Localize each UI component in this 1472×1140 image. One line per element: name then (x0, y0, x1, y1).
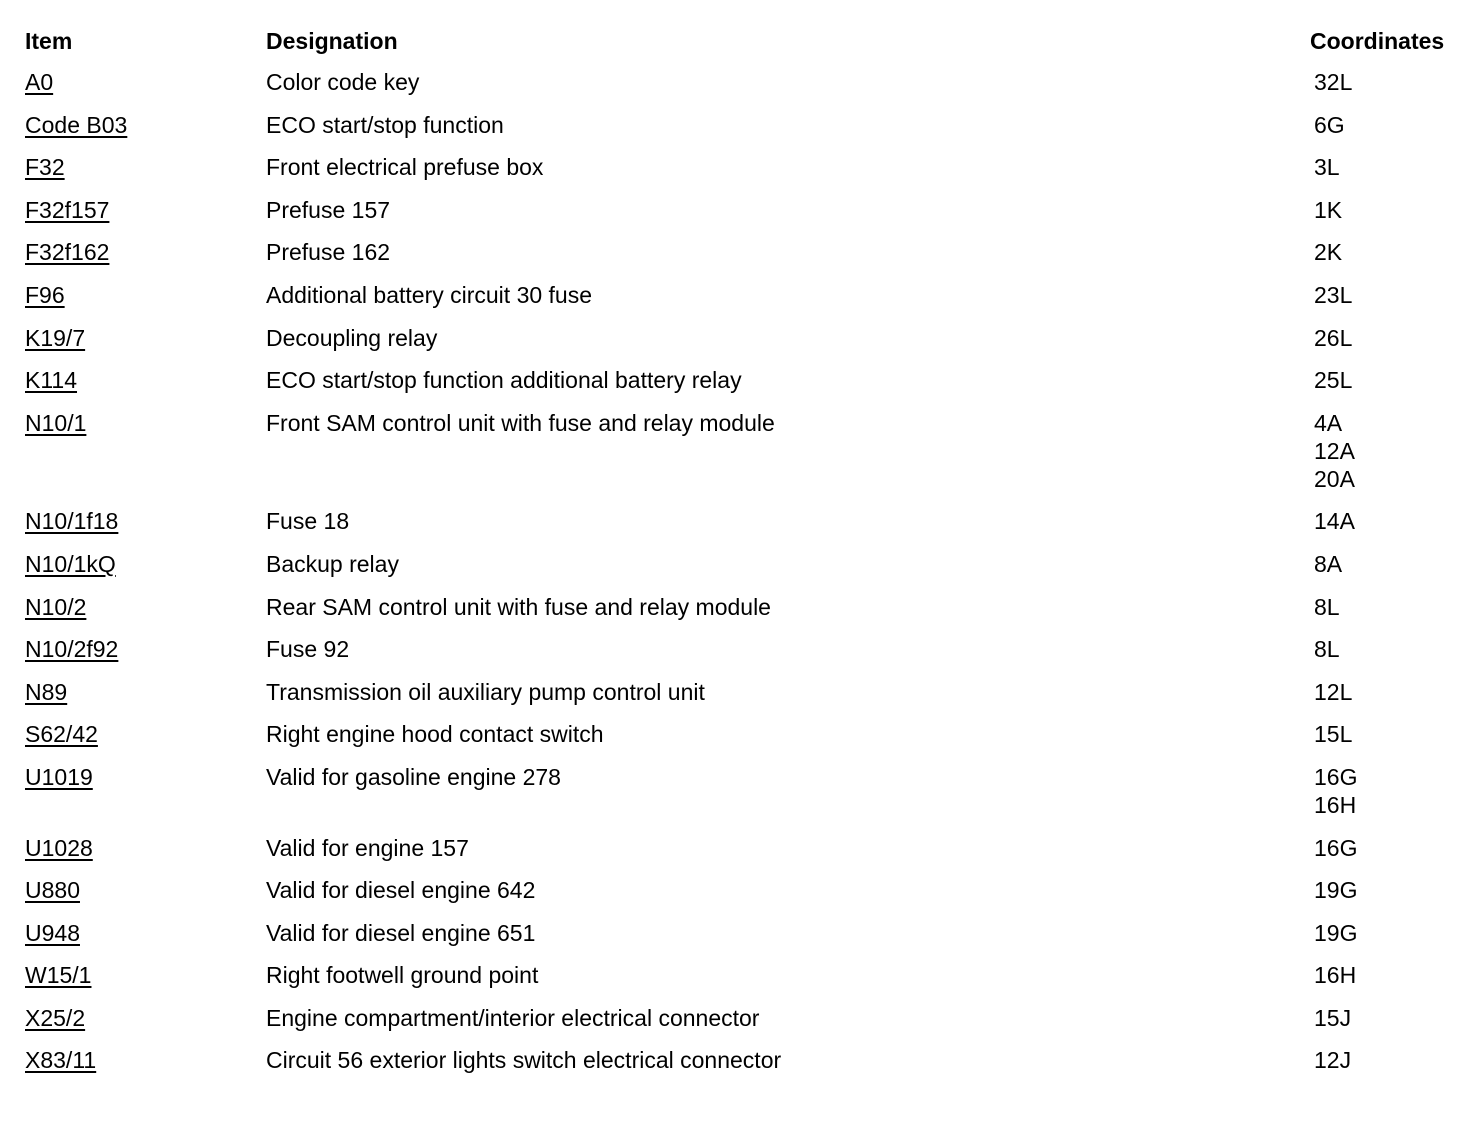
designation-text: Front electrical prefuse box (266, 154, 544, 181)
coordinates-cell (1314, 196, 1465, 224)
coordinate-value: 8A (1314, 550, 1343, 577)
coordinates-cell (1314, 1046, 1465, 1074)
item-link[interactable]: N89 (25, 678, 68, 705)
item-link[interactable]: N10/2 (25, 593, 87, 620)
designation-text: Rear SAM control unit with fuse and relay module (266, 593, 771, 620)
item-link[interactable]: Code B03 (25, 111, 128, 138)
coordinate-value: 12J (1314, 1047, 1352, 1074)
designation-text: Color code key (266, 69, 420, 95)
table-row (25, 238, 1465, 266)
coordinate-value: 16H (1314, 962, 1357, 989)
coordinates-cell (1314, 678, 1465, 706)
coordinate-value: 15L (1314, 721, 1353, 748)
table-row (25, 635, 1465, 663)
table-row (25, 1004, 1465, 1032)
coordinates-cell (1314, 876, 1465, 904)
component-legend-table (25, 26, 1465, 1089)
table-row (25, 834, 1465, 862)
coordinates-cell (1314, 153, 1465, 181)
table-row (25, 409, 1465, 493)
header-item: Item (25, 28, 73, 54)
item-link[interactable]: N10/1 (25, 409, 87, 436)
table-row (25, 111, 1465, 139)
item-link[interactable]: K19/7 (25, 324, 86, 351)
coordinate-value: 20A (1314, 465, 1355, 492)
designation-text: Valid for gasoline engine 278 (266, 763, 561, 790)
item-link[interactable]: F32 (25, 154, 65, 181)
coordinates-cell (1314, 366, 1465, 394)
designation-text: Fuse 18 (266, 508, 350, 535)
table-row (25, 366, 1465, 394)
coordinate-value: 12A (1314, 437, 1355, 464)
header-designation: Designation (266, 28, 398, 54)
coordinate-value: 25L (1314, 367, 1353, 394)
table-row (25, 876, 1465, 904)
item-link[interactable]: U880 (25, 877, 80, 904)
item-link[interactable]: U1028 (25, 834, 93, 861)
coordinate-value: 6G (1314, 111, 1345, 138)
table-row (25, 507, 1465, 535)
coordinate-value: 15J (1314, 1004, 1352, 1031)
coordinate-value: 16G (1314, 763, 1358, 790)
coordinates-cell (1314, 409, 1465, 493)
coordinates-cell (1314, 763, 1465, 819)
coordinates-cell (1314, 635, 1465, 663)
coordinates-cell (1314, 720, 1465, 748)
table-row (25, 763, 1465, 819)
coordinate-value: 1K (1314, 196, 1343, 223)
coordinates-cell (1314, 111, 1465, 139)
coordinate-value: 2K (1314, 239, 1343, 266)
designation-text: Transmission oil auxiliary pump control unit (266, 678, 705, 705)
coordinates-cell (1314, 919, 1465, 947)
table-row (25, 678, 1465, 706)
designation-text: Right engine hood contact switch (266, 721, 604, 748)
table-row (25, 68, 1465, 96)
coordinate-value: 3L (1314, 154, 1340, 181)
table-row (25, 961, 1465, 989)
designation-text: Front SAM control unit with fuse and relay module (266, 409, 775, 436)
item-link[interactable]: F96 (25, 281, 65, 308)
item-link[interactable]: X25/2 (25, 1004, 86, 1031)
item-link[interactable]: F32f157 (25, 196, 110, 223)
designation-text: Engine compartment/interior electrical connector (266, 1004, 760, 1031)
designation-text: Prefuse 157 (266, 196, 391, 223)
coordinate-value: 23L (1314, 281, 1353, 308)
coordinate-value: 4A (1314, 409, 1343, 436)
table-row (25, 593, 1465, 621)
designation-text: Circuit 56 exterior lights switch electrical connector (266, 1047, 782, 1074)
coordinates-cell (1314, 550, 1465, 578)
coordinate-value: 8L (1314, 636, 1340, 663)
coordinates-cell (1314, 238, 1465, 266)
designation-text: Fuse 92 (266, 636, 350, 663)
coordinates-cell (1314, 961, 1465, 989)
coordinate-value: 19G (1314, 877, 1358, 904)
table-row (25, 919, 1465, 947)
coordinate-value: 16H (1314, 791, 1357, 818)
item-link[interactable]: W15/1 (25, 962, 92, 989)
table-body (25, 68, 1465, 1074)
coordinates-cell (1314, 68, 1465, 96)
coordinates-cell (1314, 593, 1465, 621)
coordinate-value: 16G (1314, 834, 1358, 861)
table-row (25, 153, 1465, 181)
designation-text: Valid for engine 157 (266, 834, 469, 861)
table-row (25, 324, 1465, 352)
coordinate-value: 19G (1314, 919, 1358, 946)
designation-text: Prefuse 162 (266, 239, 391, 266)
coordinates-cell (1314, 1004, 1465, 1032)
table-header (25, 26, 1465, 68)
table-row (25, 196, 1465, 224)
designation-text: ECO start/stop function (266, 111, 504, 138)
coordinate-value: 8L (1314, 593, 1340, 620)
designation-text: Valid for diesel engine 651 (266, 919, 536, 946)
table-row (25, 720, 1465, 748)
coordinate-value: 14A (1314, 508, 1355, 535)
coordinates-cell (1314, 507, 1465, 535)
coordinate-value: 32L (1314, 69, 1353, 95)
item-link[interactable]: N10/1f18 (25, 508, 119, 535)
item-link[interactable]: U948 (25, 919, 80, 946)
designation-text: Decoupling relay (266, 324, 438, 351)
item-link[interactable]: K114 (25, 367, 78, 394)
item-link[interactable]: F32f162 (25, 239, 110, 266)
table-row (25, 281, 1465, 309)
coordinates-cell (1314, 834, 1465, 862)
item-link[interactable]: N10/1kQ (25, 550, 116, 577)
designation-text: Additional battery circuit 30 fuse (266, 281, 593, 308)
coordinate-value: 12L (1314, 678, 1353, 705)
item-link[interactable]: X83/11 (25, 1047, 97, 1074)
designation-text: ECO start/stop function additional battery relay (266, 367, 742, 394)
table-row (25, 550, 1465, 578)
designation-text: Backup relay (266, 550, 399, 577)
item-link[interactable]: N10/2f92 (25, 636, 119, 663)
item-link[interactable]: A0 (25, 69, 54, 95)
coordinates-cell (1314, 281, 1465, 309)
coordinates-cell (1314, 324, 1465, 352)
item-link[interactable]: U1019 (25, 763, 93, 790)
designation-text: Right footwell ground point (266, 962, 539, 989)
designation-text: Valid for diesel engine 642 (266, 877, 536, 904)
coordinate-value: 26L (1314, 324, 1353, 351)
item-link[interactable]: S62/42 (25, 721, 98, 748)
table-row (25, 1046, 1465, 1074)
header-coordinates: Coordinates (1310, 28, 1445, 54)
